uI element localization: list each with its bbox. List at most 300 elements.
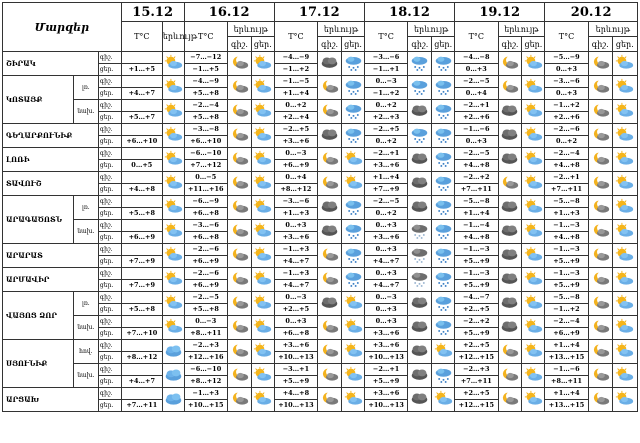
table-row xyxy=(3,172,638,184)
temperature-day: +11…+16 xyxy=(184,184,227,196)
night-label: գիշ. xyxy=(98,268,121,280)
night-header: գիշ. xyxy=(588,37,612,52)
temperature-night: +3…+6 xyxy=(274,340,317,352)
temperature-night: +3…+6 xyxy=(364,340,407,352)
temperature-night: +1…+4 xyxy=(545,388,588,400)
temperature-day: +7…+12 xyxy=(184,160,227,172)
sun-behind-cloud-icon xyxy=(163,126,184,145)
dark-cloud-icon xyxy=(499,294,522,313)
table-row xyxy=(3,124,638,136)
temperature-day: +2…+6 xyxy=(545,112,588,124)
dark-cloud-icon xyxy=(408,390,431,409)
temperature-night xyxy=(121,340,162,352)
day-label: ցեր. xyxy=(98,160,121,172)
snow-cloud-icon xyxy=(432,78,454,97)
sun-behind-cloud-icon xyxy=(522,270,544,289)
moon-behind-cloud-icon xyxy=(589,78,612,97)
temperature-night: −4…−7 xyxy=(455,292,498,304)
moon-behind-cloud-icon xyxy=(589,342,612,361)
day-label: ցեր. xyxy=(98,304,121,316)
temperature-day: +6…+9 xyxy=(274,160,317,172)
sun-behind-cloud-icon xyxy=(252,54,274,73)
moon-behind-cloud-icon xyxy=(318,390,341,409)
night-label: գիշ. xyxy=(98,100,121,112)
sun-behind-cloud-icon xyxy=(252,246,274,265)
sun-behind-cloud-icon xyxy=(252,342,274,361)
temperature-day: +4…+7 xyxy=(364,256,407,268)
temperature-day: +5…+9 xyxy=(545,280,588,292)
moon-behind-cloud-icon xyxy=(499,54,522,73)
moon-behind-cloud-icon xyxy=(228,198,251,217)
temperature-day: 0…+5 xyxy=(121,160,162,172)
temperature-day: +13…+15 xyxy=(545,352,588,364)
day-label: ցեր. xyxy=(98,208,121,220)
temperature-day: +3…+6 xyxy=(274,136,317,148)
sun-behind-cloud-icon xyxy=(522,198,544,217)
sun-behind-cloud-icon xyxy=(252,198,274,217)
temperature-night: −2…+5 xyxy=(364,124,407,136)
sun-behind-cloud-icon xyxy=(522,174,544,193)
temperature-night: −5…−8 xyxy=(455,196,498,208)
cloud-icon xyxy=(163,390,184,409)
temperature-day: +4…+8 xyxy=(121,184,162,196)
night-label: գիշ. xyxy=(98,148,121,160)
cloud-icon xyxy=(163,366,184,385)
temperature-night: −3…+1 xyxy=(274,364,317,376)
temperature-day: +5…+8 xyxy=(121,304,162,316)
regions-header: Մարզեր xyxy=(3,3,122,52)
snow-cloud-icon xyxy=(342,102,364,121)
phen-header: երևույթ xyxy=(588,22,637,37)
temperature-night: +1…+4 xyxy=(364,172,407,184)
night-label: գիշ. xyxy=(98,124,121,136)
moon-behind-cloud-icon xyxy=(318,342,341,361)
region-name: ՇԻՐԱԿ xyxy=(3,52,99,76)
temperature-night: 0…−3 xyxy=(364,76,407,88)
moon-behind-cloud-icon xyxy=(589,366,612,385)
sun-behind-cloud-icon xyxy=(252,78,274,97)
dark-cloud-icon xyxy=(499,222,522,241)
moon-behind-cloud-icon xyxy=(589,54,612,73)
night-label: գիշ. xyxy=(98,340,121,352)
sun-behind-cloud-icon xyxy=(252,390,274,409)
sun-behind-cloud-icon xyxy=(252,222,274,241)
temperature-night: −1…−3 xyxy=(545,244,588,256)
table-row xyxy=(3,388,638,400)
temperature-day: +8…+12 xyxy=(121,352,162,364)
snow-cloud-icon xyxy=(432,246,454,265)
temperature-night: −2…+1 xyxy=(455,100,498,112)
temperature-day: +7…+11 xyxy=(121,400,162,412)
moon-behind-cloud-icon xyxy=(499,78,522,97)
moon-behind-cloud-icon xyxy=(589,198,612,217)
sun-behind-cloud-icon xyxy=(613,342,637,361)
temperature-night xyxy=(121,76,162,88)
region-name: ԿՈՏԱՅՔ xyxy=(3,76,74,124)
temperature-day: +7…+11 xyxy=(455,376,498,388)
moon-behind-cloud-icon xyxy=(228,246,251,265)
day-label: ցեր. xyxy=(98,376,121,388)
phen-header: երևույթ xyxy=(318,22,365,37)
day-label: ցեր. xyxy=(98,400,121,412)
snow-cloud-icon xyxy=(342,198,364,217)
temperature-night: −7…−12 xyxy=(184,52,227,64)
sun-behind-cloud-icon xyxy=(163,270,184,289)
phen-header: երևույթ xyxy=(227,22,274,37)
temperature-day: +5…+9 xyxy=(364,376,407,388)
night-label: գիշ. xyxy=(98,52,121,64)
moon-behind-cloud-icon xyxy=(228,342,251,361)
temperature-day: +4…+8 xyxy=(545,160,588,172)
table-row xyxy=(3,364,638,376)
temperature-day: +6…+8 xyxy=(184,232,227,244)
temperature-night: 0…−3 xyxy=(274,292,317,304)
snow-cloud-icon xyxy=(432,174,454,193)
temperature-day: +7…+11 xyxy=(545,184,588,196)
sleet-cloud-icon xyxy=(408,222,431,241)
temperature-day: −1…+2 xyxy=(274,64,317,76)
moon-behind-cloud-icon xyxy=(228,318,251,337)
day-label: ցեր. xyxy=(98,112,121,124)
temperature-day: +6…+9 xyxy=(184,256,227,268)
moon-behind-cloud-icon xyxy=(318,150,341,169)
temperature-day: +4…+8 xyxy=(545,232,588,244)
snow-cloud-icon xyxy=(432,222,454,241)
sun-behind-cloud-icon xyxy=(163,102,184,121)
subregion-label: նախ. xyxy=(73,316,98,340)
sun-behind-cloud-icon xyxy=(252,102,274,121)
table-row xyxy=(3,196,638,208)
region-name: ԱՐՄԱՎԻՐ xyxy=(3,268,99,292)
temperature-day: +1…+4 xyxy=(455,208,498,220)
snow-cloud-icon xyxy=(342,54,364,73)
date-header: 20.12 xyxy=(545,3,638,22)
moon-behind-cloud-icon xyxy=(228,390,251,409)
phen-header: երևույթ xyxy=(162,22,184,52)
sun-behind-cloud-icon xyxy=(522,342,544,361)
temperature-day: +5…+9 xyxy=(455,256,498,268)
day-label: ցեր. xyxy=(98,280,121,292)
temperature-night: −2…+2 xyxy=(455,172,498,184)
temperature-day: +3…+6 xyxy=(364,232,407,244)
sun-behind-cloud-icon xyxy=(163,294,184,313)
temperature-day: +12…+15 xyxy=(455,352,498,364)
night-label: գիշ. xyxy=(98,220,121,232)
temperature-night: −1…+3 xyxy=(274,244,317,256)
temperature-day: 0…+3 xyxy=(545,64,588,76)
table-row xyxy=(3,340,638,352)
temperature-day: +8…+12 xyxy=(184,376,227,388)
date-header: 19.12 xyxy=(455,3,545,22)
temperature-day: +2…+5 xyxy=(455,304,498,316)
temperature-night: −2…−4 xyxy=(184,100,227,112)
dark-cloud-icon xyxy=(408,318,431,337)
day-header: ցեր. xyxy=(432,37,455,52)
dark-cloud-icon xyxy=(408,174,431,193)
temperature-night xyxy=(121,124,162,136)
moon-behind-cloud-icon xyxy=(228,366,251,385)
sun-behind-cloud-icon xyxy=(342,342,364,361)
sun-behind-cloud-icon xyxy=(613,270,637,289)
moon-behind-cloud-icon xyxy=(589,150,612,169)
sun-behind-cloud-icon xyxy=(613,102,637,121)
sun-behind-cloud-icon xyxy=(163,246,184,265)
temperature-day: 0…+2 xyxy=(364,136,407,148)
temperature-night: −4…−8 xyxy=(455,52,498,64)
temperature-night: −1…+3 xyxy=(274,268,317,280)
sun-behind-cloud-icon xyxy=(342,366,364,385)
sun-behind-cloud-icon xyxy=(522,54,544,73)
day-header: ցեր. xyxy=(522,37,545,52)
temperature-day: −1…+2 xyxy=(364,88,407,100)
temperature-day: +7…+10 xyxy=(121,328,162,340)
night-label: գիշ. xyxy=(98,76,121,88)
sun-behind-cloud-icon xyxy=(252,126,274,145)
temperature-night xyxy=(121,268,162,280)
subregion-label: լռ. xyxy=(73,76,98,100)
sun-behind-cloud-icon xyxy=(342,390,364,409)
sun-behind-cloud-icon xyxy=(522,126,544,145)
sun-behind-cloud-icon xyxy=(613,366,637,385)
table-row xyxy=(3,244,638,256)
temperature-day: +12…+16 xyxy=(184,352,227,364)
temperature-night: −2…−6 xyxy=(184,244,227,256)
temperature-day: −1…+1 xyxy=(364,64,407,76)
moon-behind-cloud-icon xyxy=(228,150,251,169)
sun-behind-cloud-icon xyxy=(522,366,544,385)
sun-behind-cloud-icon xyxy=(342,174,364,193)
table-row xyxy=(3,76,638,88)
moon-behind-cloud-icon xyxy=(228,294,251,313)
temperature-night: −5…−9 xyxy=(545,52,588,64)
moon-behind-cloud-icon xyxy=(499,366,522,385)
night-label: գիշ. xyxy=(98,388,121,400)
sun-behind-cloud-icon xyxy=(432,390,454,409)
moon-behind-cloud-icon xyxy=(228,126,251,145)
temperature-day: +2…+5 xyxy=(274,304,317,316)
temperature-night: −2…+1 xyxy=(364,364,407,376)
sun-behind-cloud-icon xyxy=(163,150,184,169)
table-row xyxy=(3,100,638,112)
sun-behind-cloud-icon xyxy=(613,318,637,337)
day-label: ցեր. xyxy=(98,352,121,364)
region-name: ԱՐԱԳԱԾՈՏՆ xyxy=(3,196,74,244)
temperature-day: +4…+7 xyxy=(274,280,317,292)
sun-behind-cloud-icon xyxy=(252,150,274,169)
temp-header: T°C xyxy=(184,22,227,52)
sun-behind-cloud-icon xyxy=(342,294,364,313)
temperature-night: −1…−3 xyxy=(455,268,498,280)
temperature-night: −6…−9 xyxy=(184,196,227,208)
moon-behind-cloud-icon xyxy=(589,318,612,337)
moon-behind-cloud-icon xyxy=(318,270,341,289)
date-header: 17.12 xyxy=(274,3,364,22)
temperature-day: +6…+8 xyxy=(184,208,227,220)
temperature-night: −3…−8 xyxy=(184,124,227,136)
temperature-night: −6…−10 xyxy=(184,364,227,376)
temperature-night: +1…+4 xyxy=(545,340,588,352)
sun-behind-cloud-icon xyxy=(522,150,544,169)
temperature-day: +5…+9 xyxy=(545,256,588,268)
temperature-night: +3…+6 xyxy=(364,388,407,400)
temperature-day: +3…+6 xyxy=(364,160,407,172)
temperature-night: −3…−6 xyxy=(274,196,317,208)
snow-cloud-icon xyxy=(408,126,431,145)
temperature-day: +10…+13 xyxy=(274,400,317,412)
dark-cloud-icon xyxy=(499,126,522,145)
temperature-night: −1…−3 xyxy=(545,220,588,232)
temperature-night: −2…+1 xyxy=(545,172,588,184)
moon-behind-cloud-icon xyxy=(589,270,612,289)
region-name: ԳԵՂԱՐՔՈՒՆԻՔ xyxy=(3,124,99,148)
temperature-day: +13…+15 xyxy=(545,400,588,412)
day-label: ցեր. xyxy=(98,88,121,100)
temperature-night xyxy=(121,220,162,232)
moon-behind-cloud-icon xyxy=(589,246,612,265)
temperature-night: +4…+8 xyxy=(274,388,317,400)
snow-cloud-icon xyxy=(432,102,454,121)
moon-behind-cloud-icon xyxy=(228,54,251,73)
temperature-day: +4…+7 xyxy=(274,256,317,268)
sun-behind-cloud-icon xyxy=(252,270,274,289)
sun-behind-cloud-icon xyxy=(613,246,637,265)
temperature-day: +7…+11 xyxy=(455,184,498,196)
moon-behind-cloud-icon xyxy=(228,174,251,193)
table-row xyxy=(3,268,638,280)
temperature-night: 0…+3 xyxy=(364,220,407,232)
temperature-night: −3…−6 xyxy=(545,76,588,88)
temperature-night: −2…+5 xyxy=(274,124,317,136)
dark-cloud-icon xyxy=(408,102,431,121)
temperature-night xyxy=(121,292,162,304)
moon-behind-cloud-icon xyxy=(589,126,612,145)
temperature-night xyxy=(121,196,162,208)
temperature-day: +5…+9 xyxy=(455,280,498,292)
snow-cloud-icon xyxy=(432,318,454,337)
temperature-day: 0…+2 xyxy=(364,208,407,220)
dark-cloud-icon xyxy=(408,366,431,385)
temperature-day: +6…+8 xyxy=(274,328,317,340)
moon-behind-cloud-icon xyxy=(499,342,522,361)
subregion-label: լռ. xyxy=(73,196,98,220)
region-name: ՎԱՅՈՑ ՁՈՐ xyxy=(3,292,74,340)
temperature-night xyxy=(121,172,162,184)
night-label: գիշ. xyxy=(98,316,121,328)
temperature-night: 0…+3 xyxy=(364,268,407,280)
temperature-day: 0…+3 xyxy=(455,64,498,76)
sleet-cloud-icon xyxy=(408,270,431,289)
date-header: 18.12 xyxy=(364,3,454,22)
sun-behind-cloud-icon xyxy=(613,198,637,217)
temperature-night: 0…−3 xyxy=(364,292,407,304)
table-row xyxy=(3,148,638,160)
snow-cloud-icon xyxy=(432,270,454,289)
temperature-day: +1…+3 xyxy=(274,208,317,220)
temp-header: T°C xyxy=(121,22,162,52)
moon-behind-cloud-icon xyxy=(589,174,612,193)
temperature-night: −6…−10 xyxy=(184,148,227,160)
day-label: ցեր. xyxy=(98,232,121,244)
temperature-day: +4…+7 xyxy=(364,280,407,292)
temperature-day: +5…+9 xyxy=(455,328,498,340)
snow-cloud-icon xyxy=(432,198,454,217)
temperature-day: +2…+6 xyxy=(455,112,498,124)
region-name: ԱՐՑԱԽ xyxy=(3,388,99,412)
temperature-night: −1…−5 xyxy=(274,76,317,88)
night-header: գիշ. xyxy=(227,37,251,52)
temperature-day: +7…+9 xyxy=(121,256,162,268)
snow-cloud-icon xyxy=(432,366,454,385)
snow-cloud-icon xyxy=(342,222,364,241)
snow-cloud-icon xyxy=(432,150,454,169)
temperature-night: −2…−6 xyxy=(184,268,227,280)
region-name: ՏԱՎՈՒՇ xyxy=(3,172,99,196)
temperature-day: +5…+7 xyxy=(121,112,162,124)
table-row xyxy=(3,316,638,328)
day-label: ցեր. xyxy=(98,136,121,148)
sun-behind-cloud-icon xyxy=(613,294,637,313)
table-row xyxy=(3,220,638,232)
temperature-night: −2…+3 xyxy=(184,340,227,352)
temperature-night: −1…−3 xyxy=(545,268,588,280)
subregion-label: լռ. xyxy=(73,292,98,316)
sun-behind-cloud-icon xyxy=(613,126,637,145)
temperature-night: +2…+5 xyxy=(455,388,498,400)
region-name: ԼՈՌԻ xyxy=(3,148,99,172)
sun-behind-cloud-icon xyxy=(613,54,637,73)
temperature-night xyxy=(121,100,162,112)
temperature-night: −4…−9 xyxy=(274,52,317,64)
night-header: գիշ. xyxy=(318,37,342,52)
temperature-day: +10…+15 xyxy=(184,400,227,412)
temperature-day: +8…+11 xyxy=(545,376,588,388)
temperature-day: +1…+3 xyxy=(545,208,588,220)
temperature-night: −1…+3 xyxy=(184,388,227,400)
temperature-day: −1…+2 xyxy=(545,304,588,316)
temperature-night: −1…−3 xyxy=(455,244,498,256)
sun-behind-cloud-icon xyxy=(252,366,274,385)
temperature-night xyxy=(121,148,162,160)
temperature-day: 0…+3 xyxy=(545,88,588,100)
moon-behind-cloud-icon xyxy=(228,102,251,121)
moon-behind-cloud-icon xyxy=(228,270,251,289)
temperature-night: −1…−4 xyxy=(455,220,498,232)
date-header: 16.12 xyxy=(184,3,274,22)
sun-behind-cloud-icon xyxy=(522,246,544,265)
sleet-cloud-icon xyxy=(408,246,431,265)
sun-behind-cloud-icon xyxy=(252,294,274,313)
night-label: գիշ. xyxy=(98,244,121,256)
temperature-night: 0…+3 xyxy=(364,244,407,256)
sun-behind-cloud-icon xyxy=(342,150,364,169)
temperature-day: +5…+8 xyxy=(121,208,162,220)
sun-behind-cloud-icon xyxy=(522,294,544,313)
sun-behind-cloud-icon xyxy=(522,390,544,409)
temperature-day: 0…+2 xyxy=(545,136,588,148)
temperature-day: +5…+8 xyxy=(184,88,227,100)
moon-behind-cloud-icon xyxy=(318,318,341,337)
sun-behind-cloud-icon xyxy=(163,198,184,217)
sun-behind-cloud-icon xyxy=(252,318,274,337)
moon-behind-cloud-icon xyxy=(318,246,341,265)
sun-behind-cloud-icon xyxy=(163,78,184,97)
temperature-night: 0…−5 xyxy=(184,172,227,184)
day-label: ցեր. xyxy=(98,64,121,76)
temperature-night: −2…−4 xyxy=(545,316,588,328)
temperature-night: 0…+2 xyxy=(364,100,407,112)
temperature-day: +6…+10 xyxy=(184,136,227,148)
temperature-day: +2…+3 xyxy=(364,112,407,124)
